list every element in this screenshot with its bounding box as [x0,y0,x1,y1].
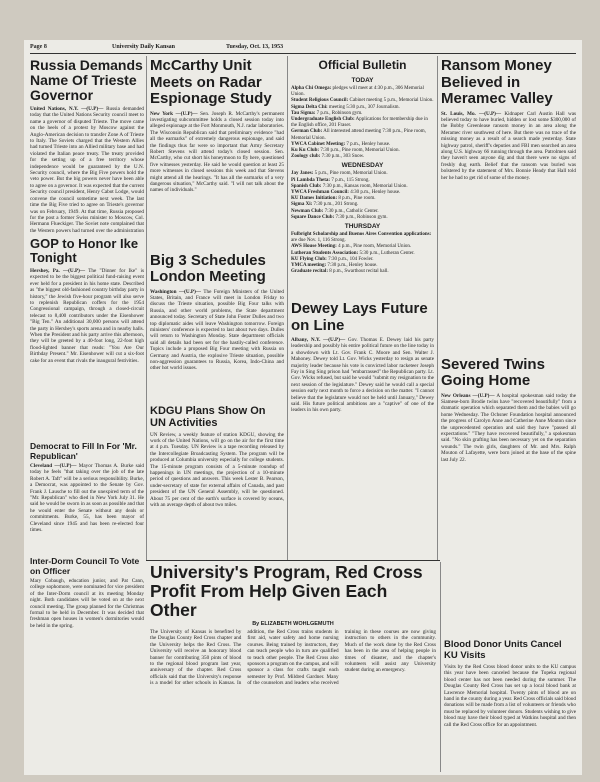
bulletin-item-name: YWCA Cabinet Meeting: [291,141,346,147]
bulletin-item-text: pledges will meet at 4:30 p.m., 306 Memorial Union. [291,86,424,98]
bulletin-item [291,269,434,275]
paper-name: University Daily Kansan [112,44,176,50]
column-divider [440,562,441,772]
dewey-article [291,301,434,527]
bulletin-item-name: Tau Sigma: [291,110,316,116]
bulletin-item-name: Sigma Delta Chi: [291,104,328,110]
bulletin-item-name: AWS House Meeting: [291,244,337,250]
big3-article [150,253,284,401]
interdorm-body: Mary Cobaugh, education junior, and Pat Cann, college sophomore, were nominated for vice president of the Inter-Dorm council at its meeting Monday night. Both candidates will be voted on at the next council meeting. The group planned for the Christmas formal to be held in December. It was decided that freshman open houses in women's dormitories would be held in the spring. [30,578,144,629]
bulletin-item-text: 7:30 p.m., 104 Fowler. [328,256,374,262]
bulletin-item-text: 4 p.m., Pine room, Memorial Union. [338,244,412,250]
issue-date: Tuesday, Oct. 13, 1953 [226,44,284,50]
bulletin-item-text: 4:30 p.m., Henley house. [350,190,401,196]
column-4 [441,58,576,558]
bulletin-item-text: 7 p.m., Henley house. [346,141,391,147]
bulletin-item-name: Square Dance Club: [291,214,335,220]
bulletin-item-name: Lutheran Students Association: [291,250,359,256]
column-divider [146,56,147,560]
democrat-dateline: Cleveland —(U.P)— [30,463,77,469]
big3-headline: Big 3 Schedules London Meeting [150,251,266,285]
bulletin-item [291,232,434,244]
program-article [150,563,436,771]
bulletin-item-text: 7:30 p.m., Catholic Center. [324,208,379,214]
bulletin-item-name: Ku Ku Club: [291,148,320,154]
bulletin-item-text: meeting 5:30 p.m., 307 Journalism. [328,104,400,110]
bulletin-item-text: 7:30 p.m., Pine room, Memorial Union. [320,148,400,154]
bulletin-item-text: 7 p.m., Robinson gym. [316,110,363,116]
bulletin-item-name: KU Flying Club: [291,256,327,262]
kdgu-headline: KDGU Plans Show On UN Activities [150,404,266,429]
trieste-dateline: United Nations, N.Y. —(U.P)— [30,106,104,112]
bulletin-item-name: YMCA meeting: [291,263,327,269]
gop-headline: GOP to Honor Ike Tonight [30,236,139,265]
bulletin-item-name: Graduate recital: [291,269,328,275]
column-3 [291,58,434,558]
bulletin-item-name: Spanish Club: [291,183,322,189]
gop-body: The "Dinner for Ike" is expected to be the biggest political fund-raising event ever held for a president in his home state. Described as "the biggest old-fashioned country birthday party in history," the Jewish five-hour program will also serve to replenish Republican coffers for the 1954 Congressional campaign, through a closed-circuit telecast to 8,400 contributors under the Eisenhower "Big Ten." An additional 30,000 persons will attend the party in Hershey's sports arena and in nearby halls. When the President and his party arrive this afternoon, they will be greeted by a 40-foot long, 22-foot high flood-lighted banner that reads: "You Are Our Birthday Present." Mr. Eisenhower will cut a six-foot cake for an event that rivals the inaugural festivities. [30,268,144,364]
democrat-headline: Democrat to Fill In For 'Mr. Republican' [30,441,137,461]
blood-body: Visits by the Red Cross blood donor units to the KU campus this year have been canceled because the Topeka regional blood center has not been needed during the summer. The Douglas County Red Cross has set up a local blood bank at Lawrence Memorial hospital. Twenty pints of blood are on hand in the county during a year. Red Cross officials said blood donations will be made from a list of volunteers or friends who must be replaced by volunteer donors. Students wishing to give blood may have their blood typed at Watkins hospital and then call the Red Cross office for an appointment. [444,664,576,728]
bulletin-item-text: All interested attend meeting 7:30 p.m., Pine room, Memorial Union. [291,129,426,141]
bulletin-item-text: 5 p.m., Pine room, Memorial Union. [314,171,388,177]
kdgu-article [150,405,284,532]
column-1 [30,58,144,758]
official-bulletin [291,58,434,297]
page-header [30,43,576,52]
column-divider [287,56,288,560]
bulletin-item-text: 5:30 p.m., Lutheran Center. [359,250,415,256]
column-divider [437,56,438,560]
twins-article [441,357,576,543]
bulletin-item [291,86,434,98]
dewey-dateline: Albany, N.Y. —(U.P)— [291,337,346,343]
bulletin-item-text: are due Nov. 1, 116 Strong. [291,238,346,244]
bulletin-item-text: 7:30 p.m., 303 Snow. [321,154,365,160]
blood-article [444,640,576,770]
bulletin-headline: Official Bulletin [318,58,407,72]
ransom-body: Kidnaper Carl Austin Hall was believed today to have buried, hidden or lost some $300,000 of the Bobby Greenlease ransom money in an area along the Meramec river southwest of here. But there was no trace of the missing money as a result of a search made yesterday. State highway patrol, sheriff's deputies and FBI men searched an area along U.S. highway 66 running through the area. Patrolmen said they haven't seen anyone dig and that there were no signs of freshly dug earth. Belief that the ransom was buried was bolstered by the statement of Mrs. Bonnie Heady that Hall told her he had to get rid of some of the money. [441,110,576,181]
gop-article [30,237,144,438]
ransom-article [441,58,576,353]
mccarthy-article [150,58,284,249]
dewey-headline: Dewey Lays Future on Line [291,300,428,334]
ransom-dateline: St. Louis, Mo. —(U.P)— [441,110,502,117]
dewey-body: Gov. Thomas E. Dewey laid his party leadership and possibly his entire political future on the line today in a showdown with Lt. Gov. Frank C. Moore and Sen. Walter J. Mahoney. Dewey told Lt. Gov. Wicks yesterday to resign as senate majority leader because his vote is convicted labor racketeer Joseph Fay in Sing Sing prison had "embarrassed" the Republican party. Lt. Gov. Wicks refused, but said he would "submit my resignation to the next session of the legislature." Dewey said he would call a special session early next month to force a decision on the matter. "I cannot believe that the legislature would not be held until January," Dewey said. His future political ambitions are a "captive" of one of the leaders in his own party. [291,337,434,414]
twins-headline: Severed Twins Going Home [441,355,545,389]
mccarthy-dateline: New York —(U.P)— [150,110,198,117]
bulletin-list [291,75,434,297]
trieste-body: Russia demanded today that the United Nations Security council meet to name a governor of disputed Trieste. The move came on the heels of a protest by Moscow against the Anglo-American decision to transfer Zone A of Trieste to Italy. The Soviets charged that the Western Allies had turned Trieste into an Allied military base and had violated the Italian peace treaty. The treaty provided for the setting up of a free territory whose independence would be guaranteed by the U.N. Security council, where the Big Five powers hold the veto power. But the big powers never have been able to agree on a governor. It was expected that the current Security council president, Henry Cabot Lodge, would convene the council sometime next week. The last time the Big Five tried to agree on Trieste's governor was on February, 1949. At that time, Russia proposed for the post a former Swiss minister to Moscow, Col. Hermann Flueckiger. The Soviet note complained that the Western powers had turned over the administration [30,106,144,233]
page-number: Page 8 [30,44,47,50]
bulletin-item-text: 7:30 p.m., 201 Strong. [313,202,359,208]
democrat-body: Mayor Thomas A. Burke said today he feels "that taking over the job of the late Robert A. Taft" will be a serious responsibility. Burke, a Democrat, was appointed to the Senate by Gov. Frank J. Lausche to fill out the unexpired term of the "Mr. Republican" who died in New York July 31. He said he would be sworn in as soon as possible and that he would enter the Senate without any deals or commitments. Burke, 55, has been mayor of Cleveland since 1945 and has been re-elected four times. [30,463,144,534]
interdorm-article [30,557,144,668]
bulletin-item-name: KU Dames Initiation: [291,196,338,202]
bulletin-day: WEDNESDAY [341,162,384,170]
bulletin-item [291,215,434,221]
column-2 [150,58,284,558]
bulletin-item-name: Jay Janes: [291,171,314,177]
bulletin-item-text: 7:30 p.m., Henley house. [327,263,378,269]
kdgu-body: UN Review, a weekly feature of station KDGU, showing the work of the United Nations, will go on the air for the first time at 4 p.m. Tuesday. UN Review is a tape recording released by the Intercollegiate Broadcasting System. The program will be produced at Columbia university especially for college students. The 15-minute program consists of a 5-minute roundup of happenings in UN meetings, the projection of a 10-minute period of questions and answers. This week Lester B. Pearson, under-secretary of state for external affairs of Canada, and past president of the UN General Assembly, will be questioned. About 75 per cent of the earth's surface is covered by oceans, with an average depth of about two miles. [150,431,284,508]
bulletin-item-text: Cabinet meeting 5 p.m., Memorial Union. [349,98,434,104]
bulletin-item-text: 8 p.m., Swarthout recital hall. [329,269,389,275]
twins-dateline: New Orleans —(U.P)— [441,392,495,399]
bulletin-item-text: 7 p.m., 115 Strong. [331,177,370,183]
bulletin-item-name: Student Religious Council: [291,98,349,104]
bulletin-item-name: Undergraduate English Club: [291,117,355,123]
gop-dateline: Hershey, Pa. —(U.P)— [30,268,86,274]
bulletin-item-name: Zoology club: [291,154,321,160]
bulletin-day: TODAY [351,77,374,84]
bulletin-item-name: Sigma Xi: [291,202,313,208]
bulletin-item [291,129,434,141]
twins-body: A hospital spokesman said today the Siamese-born Brodie twins have "recovered beautifully" from a dramatic operation which separated them and the babies will go home Wednesday. The Ochsner Foundation hospital announced the progress of Carolyn Anne and Catherine Anne Mouton since the unprecedented operation and said they have "passed all expectations." "They have recovered beautifully," a spokesman said. "No skin grafting has been necessary yet on the separation wounds." The twin girls, daughters of Mr. and Mrs. Ralph Mouton of Lafayette, were born joined at the base of the spine last July 22. [441,392,576,463]
bulletin-item-name: Newman Club: [291,208,324,214]
bulletin-item-name: Pi Lambda Theta: [291,177,331,183]
bulletin-item-text: 7:30 p.m., Kansas room, Memorial Union. [322,183,408,189]
bulletin-item-text: Applications for membership due in the English office, 201 Fraser. [291,117,428,129]
blood-headline: Blood Donor Units Cancel KU Visits [444,640,562,661]
program-byline: By ELIZABETH WOHLGEMUTH [252,621,334,627]
bulletin-item-name: German Club: [291,129,323,135]
trieste-article [30,58,144,233]
big3-body: The Foreign Ministers of the United States, Britain, and France will meet in London Friday to discuss the Trieste situation, possible Big Four talks with Russia, and other world problems, the State department announced today. Secretary of State John Foster Dulles and two top diplomatic aides will leave Washington tomorrow. Foreign ministers' conference is expected to last about two days. Dulles will return to Washington Monday. State department officials said all details had been set for the hastily-called conference. Topics include a proposed Big Four meeting with Russia on Germany and Austria, the explosive Trieste situation, possible non-aggression guarantees to Russia, Korea, Indo-China and other hot world issues. [150,288,284,372]
trieste-headline: Russia Demands Name Of Trieste Governor [30,58,143,103]
bulletin-item-name: Alpha Chi Omega: [291,86,332,91]
header-rule [30,53,576,54]
bulletin-day: THURSDAY [344,223,381,231]
bulletin-item-text: 8 p.m., Pine room. [338,196,376,202]
program-headline: University's Program, Red Cross Profit From Help Given Each Other [150,563,423,620]
bulletin-item-name: YWCA Freshman Council: [291,190,349,196]
big3-dateline: Washington —(U.P)— [150,288,201,295]
mccarthy-body: Sen. Joseph R. McCarthy's permanent investigating subcommittee holds a closed session today into alleged espionage at the Fort Monmouth, N.J. radar laboratories. The Wisconsin Republican said that preliminary evidence "had all the earmarks" of extremely dangerous espionage, and said the findings thus far were so important that Army Secretary Robert Stevens will attend today's closed session. Sen. McCarthy, who cut short his honeymoon to fly here, questioned five witnesses yesterday. He said he would question at least 25 more witnesses in closed sessions this week and that Stevens might attend all the hearings. "It has all the earmarks of a very dangerous situation," McCarthy said. "I will not talk about the names of individuals." [150,110,284,194]
program-body: The University of Kansas is benefited by the Douglas County Red Cross chapter and the University helps the Red Cross. The University will receive an honorary blood banner for contributing 350 pints of blood to the regional blood program last year, anniversary of the chapter. Red Cross officials said that the University's response is a model for other schools in Kansas. In addition, the Red Cross trains students in first aid, water safety and home nursing courses. Being trained by instructors, they can teach people who in turn are qualified to teach other people. The Red Cross also sponsors a program on the campus, and will sponsor a class for crafts taught each semester by Prof. Mildred Gardner. Many of the counselors and leaders who received training in these courses are now giving instruction to others in the community. Much of the work done by the Red Cross has been in the area of helping people in times of disaster, and the chapter's volunteers will assist any University student during an emergency. [150,629,436,687]
interdorm-headline: Inter-Dorm Council To Vote on Officer [30,556,140,576]
democrat-article [30,442,144,553]
section-rule [146,560,440,561]
ransom-headline: Ransom Money Believed in Meramec Valley [441,58,553,107]
newspaper-page [24,40,582,775]
bulletin-item [291,154,434,160]
bulletin-item-text: 7:30 p.m., Robinson gym. [335,214,388,220]
bulletin-item-name: Fulbright Scholarship and Buenos Aires Convention applications: [291,232,432,238]
mccarthy-headline: McCarthy Unit Meets on Radar Espionage Study [150,58,272,107]
bulletin-item [291,117,434,129]
